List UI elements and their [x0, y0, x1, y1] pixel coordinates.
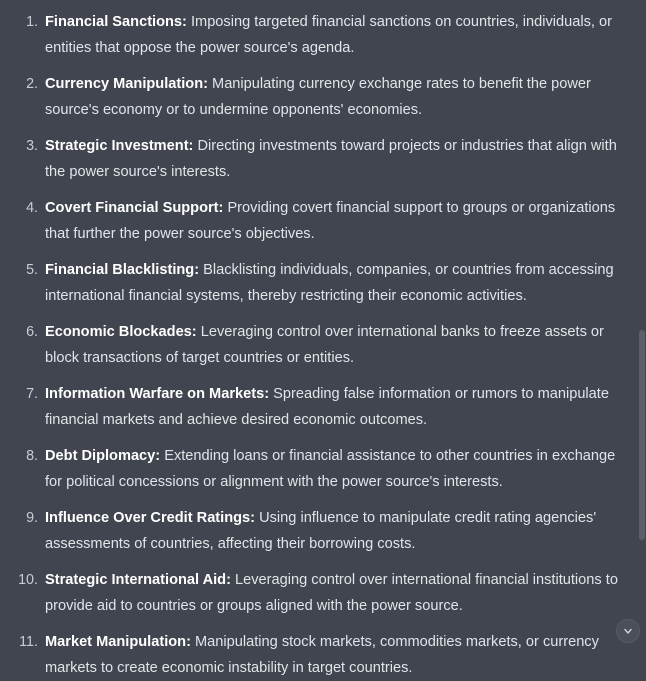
- chevron-down-icon: [622, 625, 634, 637]
- list-item-text: Using influence to manipulate credit rating agencies' assessments of countries, affecting their borrowing costs.: [45, 510, 597, 552]
- list-item-term: Currency Manipulation:: [45, 76, 208, 92]
- list-item: [10, 567, 628, 619]
- scrollbar-thumb[interactable]: [639, 330, 645, 540]
- scrollbar[interactable]: [638, 0, 646, 651]
- list-item-text: Leveraging control over international banks to freeze assets or block transactions of target countries or entities.: [45, 324, 604, 366]
- list-item-term: Debt Diplomacy:: [45, 448, 161, 464]
- list-item: [10, 71, 628, 123]
- scroll-to-bottom-button[interactable]: [616, 619, 640, 643]
- list-item: [10, 133, 628, 185]
- list-item-text: Directing investments toward projects or industries that align with the power source's interests.: [45, 138, 617, 180]
- list-item-text: Leveraging control over international financial institutions to provide aid to countries or groups aligned with the power source.: [45, 572, 618, 614]
- list-item-text: Spreading false information or rumors to manipulate financial markets and achieve desired economic outcomes.: [45, 386, 609, 428]
- list-item: [10, 257, 628, 309]
- list-item-term: Information Warfare on Markets:: [45, 386, 270, 402]
- list-item-term: Covert Financial Support:: [45, 200, 224, 216]
- list-item: [10, 443, 628, 495]
- list-item-text: Imposing targeted financial sanctions on countries, individuals, or entities that oppose the power source's agenda.: [45, 14, 613, 56]
- list-item: [10, 381, 628, 433]
- list-item-text: Manipulating currency exchange rates to benefit the power source's economy or to undermine opponents' economies.: [45, 76, 591, 118]
- list-item: [10, 505, 628, 557]
- list-item-term: Financial Blacklisting:: [45, 262, 200, 278]
- list-item-term: Strategic Investment:: [45, 138, 194, 154]
- list-item: [10, 319, 628, 371]
- list-item-term: Financial Sanctions:: [45, 14, 187, 30]
- list-item-text: Providing covert financial support to groups or organizations that further the power source's objectives.: [45, 200, 616, 242]
- list-item: [10, 629, 628, 681]
- list-item-text: Blacklisting individuals, companies, or countries from accessing international financial systems, thereby restricting their economic activities.: [45, 262, 614, 304]
- list-item-text: Manipulating stock markets, commodities markets, or currency markets to create economic instability in target countries.: [45, 634, 599, 676]
- list-item-term: Market Manipulation:: [45, 634, 191, 650]
- list-item-text: Extending loans or financial assistance to other countries in exchange for political concessions or alignment with the power source's interests.: [45, 448, 616, 490]
- list-item: [10, 195, 628, 247]
- list-item-term: Economic Blockades:: [45, 324, 197, 340]
- list-item-term: Influence Over Credit Ratings:: [45, 510, 256, 526]
- list-item: [10, 9, 628, 61]
- list-item-term: Strategic International Aid:: [45, 572, 231, 588]
